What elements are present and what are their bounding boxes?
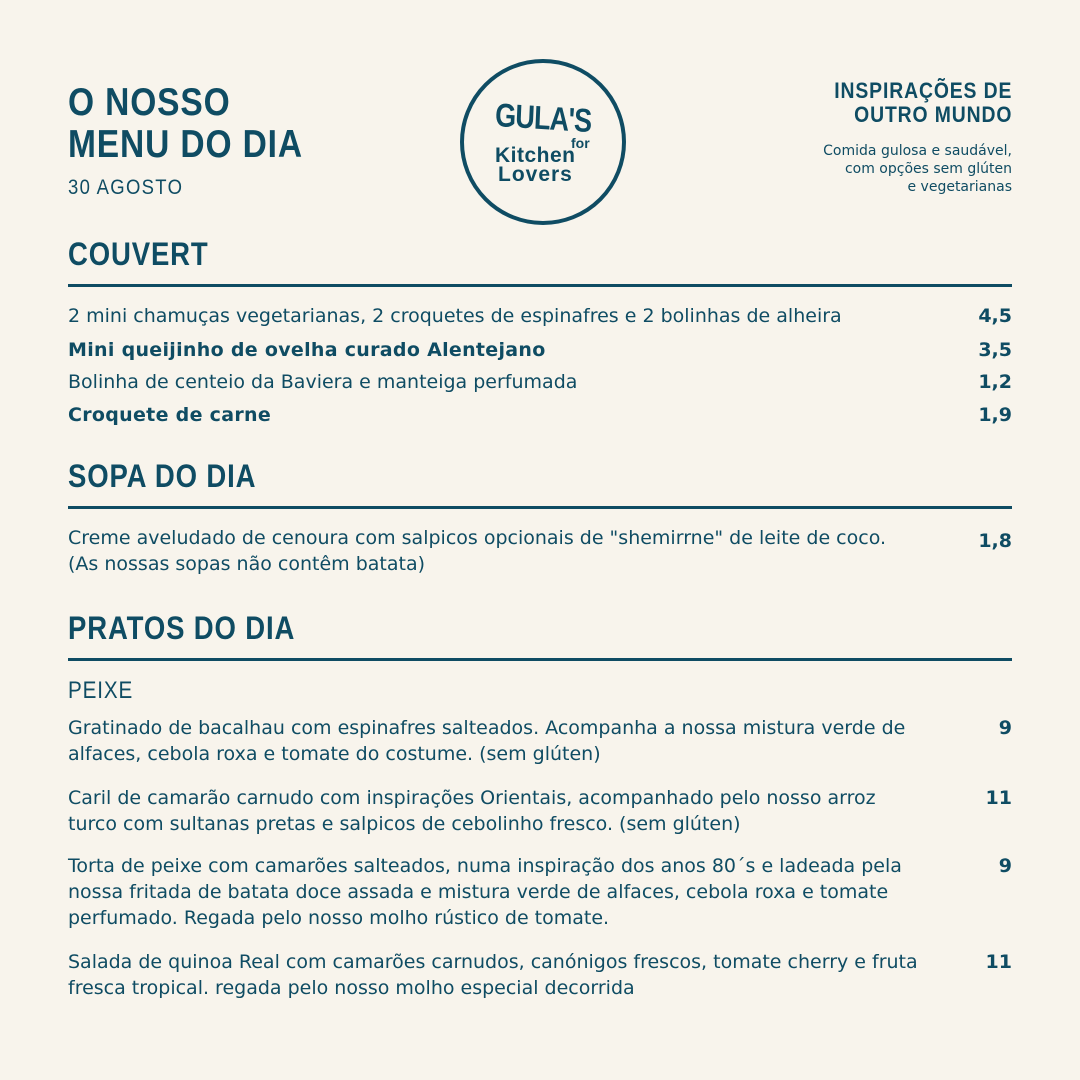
menu-item-name-line: nossa fritada de batata doce assada e mistura verde de alfaces, cebola roxa e tomate: [68, 881, 889, 903]
menu-item-price: 9: [998, 855, 1012, 877]
menu-item-name-line: Creme aveludado de cenoura com salpicos opcionais de "shemirrne" de leite de coco.: [68, 527, 887, 549]
tagline-text-line-1: Comida gulosa e saudável,: [823, 143, 1012, 159]
section-title-couvert: COUVERT: [68, 236, 209, 272]
menu-item-name: [68, 525, 948, 577]
tagline-title-line-1: INSPIRAÇÕES DE: [834, 78, 1012, 103]
menu-item-name: Mini queijinho de ovelha curado Alentejano: [68, 339, 546, 361]
page-title-line-2: MENU DO DIA: [68, 123, 303, 166]
logo-word-lovers: Lovers: [498, 163, 573, 186]
tagline-title-line-2: OUTRO MUNDO: [853, 102, 1012, 127]
menu-item-name: Croquete de carne: [68, 404, 272, 426]
section-divider: [68, 284, 1012, 287]
menu-item-name-line: (As nossas sopas não contêm batata): [68, 553, 426, 575]
logo-word-gulas: GULA'S: [494, 96, 593, 140]
page-title: [68, 82, 303, 166]
menu-item-name: 2 mini chamuças vegetarianas, 2 croquetes de espinafres e 2 bolinhas de alheira: [68, 305, 842, 327]
menu-item-name-line: perfumado. Regada pelo nosso molho rústico de tomate.: [68, 907, 610, 929]
logo-word-for: for: [571, 135, 590, 151]
logo-word-kitchen: Kitchen: [495, 144, 576, 167]
tagline-text: [823, 142, 1012, 196]
menu-item-name-line: Gratinado de bacalhau com espinafres salteados. Acompanha a nossa mistura verde de: [68, 717, 906, 739]
menu-item-price: 1,9: [978, 404, 1012, 426]
menu-item-price: 11: [985, 787, 1012, 809]
subsection-title-peixe: PEIXE: [68, 677, 134, 704]
menu-item-name: [68, 853, 948, 931]
menu-item-price: 1,8: [978, 530, 1012, 552]
menu-item-name: [68, 715, 948, 767]
menu-page: [68, 0, 1012, 1080]
menu-item-price: 11: [985, 951, 1012, 973]
menu-item-price: 4,5: [978, 305, 1012, 327]
menu-item-name-line: alfaces, cebola roxa e tomate do costume. (sem glúten): [68, 743, 601, 765]
menu-item-name-line: turco com sultanas pretas e salpicos de cebolinho fresco. (sem glúten): [68, 813, 741, 835]
section-title-pratos: PRATOS DO DIA: [68, 610, 296, 646]
menu-item-name-line: Salada de quinoa Real com camarões carnudos, canónigos frescos, tomate cherry e fruta: [68, 951, 918, 973]
menu-item-name: Bolinha de centeio da Baviera e manteiga perfumada: [68, 371, 578, 393]
menu-item-name-line: Caril de camarão carnudo com inspirações Orientais, acompanhado pelo nosso arroz: [68, 787, 876, 809]
tagline-text-line-2: com opções sem glúten: [844, 161, 1012, 177]
menu-item-price: 9: [998, 717, 1012, 739]
menu-item-name: [68, 949, 948, 1001]
menu-item-name-line: fresca tropical. regada pelo nosso molho especial decorrida: [68, 977, 635, 999]
menu-item-name: [68, 785, 948, 837]
section-divider: [68, 506, 1012, 509]
menu-item-price: 1,2: [978, 371, 1012, 393]
page-title-line-1: O NOSSO: [68, 81, 231, 124]
section-title-sopa: SOPA DO DIA: [68, 458, 257, 494]
tagline-title: [834, 79, 1012, 127]
section-divider: [68, 658, 1012, 661]
menu-item-price: 3,5: [978, 339, 1012, 361]
menu-date: 30 AGOSTO: [68, 176, 184, 199]
menu-item-name-line: Torta de peixe com camarões salteados, numa inspiração dos anos 80´s e ladeada pela: [68, 855, 902, 877]
tagline-text-line-3: e vegetarianas: [907, 179, 1012, 195]
restaurant-logo: [460, 59, 626, 225]
